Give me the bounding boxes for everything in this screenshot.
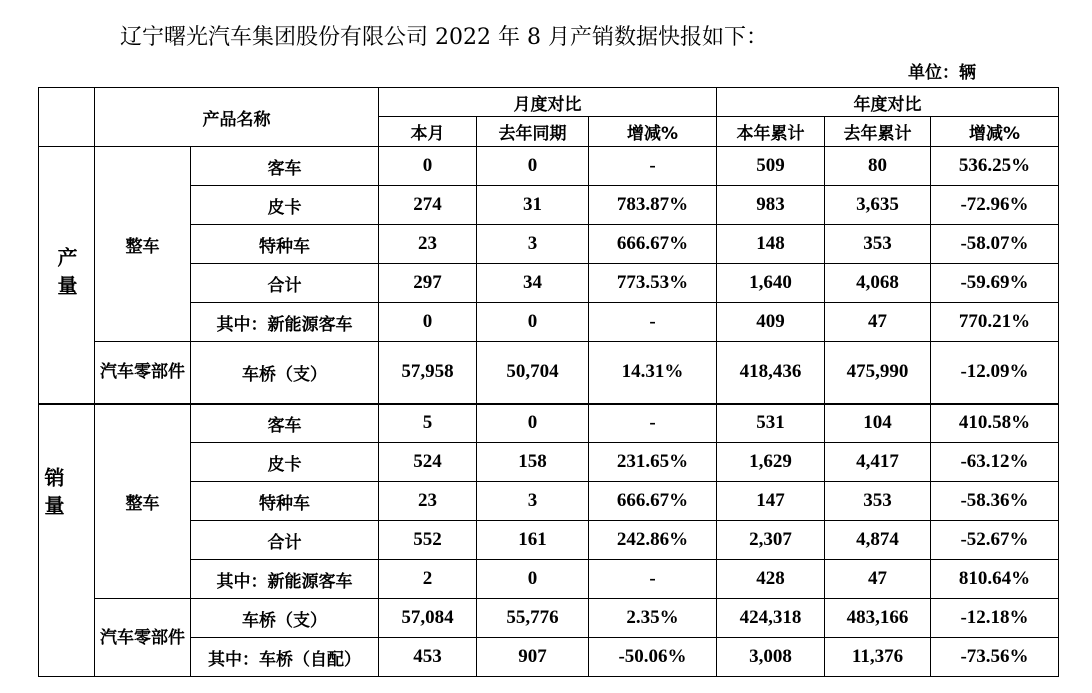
table-cell: 409 [717,303,825,342]
sales-section-label: 销量 [39,404,95,677]
table-cell: 5 [379,404,477,443]
table-cell: 2,307 [717,521,825,560]
table-cell: - [589,404,717,443]
table-cell: 31 [477,186,589,225]
table-cell: 161 [477,521,589,560]
table-cell: 104 [825,404,931,443]
table-cell: 23 [379,225,477,264]
table-cell: 14.31% [589,342,717,404]
table-cell: 424,318 [717,599,825,638]
table-cell: 11,376 [825,638,931,677]
production-sales-table [38,87,1059,677]
table-cell: -12.09% [931,342,1059,404]
row-label: 车桥（支） [191,342,379,404]
table-cell: 4,417 [825,443,931,482]
row-label: 其中：新能源客车 [191,560,379,599]
table-cell: 1,640 [717,264,825,303]
table-cell: 2 [379,560,477,599]
table-cell: 55,776 [477,599,589,638]
row-label: 合计 [191,264,379,303]
table-cell: 536.25% [931,147,1059,186]
unit-label: 单位：辆 [908,63,976,83]
product-name-header: 产品名称 [95,88,379,147]
table-cell: 0 [477,560,589,599]
table-cell: 353 [825,482,931,521]
row-label: 特种车 [191,482,379,521]
table-cell: - [589,560,717,599]
table-cell: - [589,147,717,186]
table-cell: 148 [717,225,825,264]
table-cell: -58.36% [931,482,1059,521]
table-row [39,186,1059,225]
table-cell: 0 [477,147,589,186]
table-cell: 4,068 [825,264,931,303]
table-cell: 531 [717,404,825,443]
table-cell: 4,874 [825,521,931,560]
header-row-1 [39,88,1059,117]
table-cell: 242.86% [589,521,717,560]
table-cell: 57,084 [379,599,477,638]
table-cell: 0 [477,303,589,342]
row-label: 合计 [191,521,379,560]
col-header-ytd: 本年累计 [717,117,825,147]
table-row [39,404,1059,443]
table-row [39,264,1059,303]
table-cell: 475,990 [825,342,931,404]
table-row [39,342,1059,404]
table-cell: -72.96% [931,186,1059,225]
table-cell: 552 [379,521,477,560]
col-header-last-year-same-period: 去年同期 [477,117,589,147]
table-cell: 158 [477,443,589,482]
yearly-compare-header: 年度对比 [717,88,1059,117]
table-cell: 34 [477,264,589,303]
sales-vehicle-group: 整车 [95,404,191,599]
col-header-this-month: 本月 [379,117,477,147]
table-cell: 773.53% [589,264,717,303]
table-cell: -59.69% [931,264,1059,303]
col-header-last-year-ytd: 去年累计 [825,117,931,147]
row-label: 其中：车桥（自配） [191,638,379,677]
table-cell: 666.67% [589,225,717,264]
table-cell: 47 [825,303,931,342]
monthly-compare-header: 月度对比 [379,88,717,117]
table-cell: 770.21% [931,303,1059,342]
table-row [39,599,1059,638]
table-cell: 0 [379,147,477,186]
table-cell: 231.65% [589,443,717,482]
row-label: 皮卡 [191,186,379,225]
table-cell: 23 [379,482,477,521]
table-cell: 410.58% [931,404,1059,443]
table-row [39,638,1059,677]
table-cell: 3,008 [717,638,825,677]
row-label: 特种车 [191,225,379,264]
report-title: 辽宁曙光汽车集团股份有限公司 2022 年 8 月产销数据快报如下： [120,25,768,50]
table-cell: 509 [717,147,825,186]
table-row [39,560,1059,599]
row-label: 车桥（支） [191,599,379,638]
table-row [39,225,1059,264]
table-cell: 47 [825,560,931,599]
table-cell: 483,166 [825,599,931,638]
table-cell: 0 [379,303,477,342]
table-cell: 666.67% [589,482,717,521]
table-cell: 147 [717,482,825,521]
table-cell: 57,958 [379,342,477,404]
table-row [39,482,1059,521]
table-row [39,303,1059,342]
table-cell: -63.12% [931,443,1059,482]
table-cell: 418,436 [717,342,825,404]
table-cell: 80 [825,147,931,186]
production-parts-group: 汽车零部件 [95,342,191,404]
table-cell: -73.56% [931,638,1059,677]
table-cell: 453 [379,638,477,677]
table-cell: -50.06% [589,638,717,677]
sales-parts-group: 汽车零部件 [95,599,191,677]
table-cell: -58.07% [931,225,1059,264]
table-cell: 810.64% [931,560,1059,599]
table-cell: 50,704 [477,342,589,404]
table-cell: 274 [379,186,477,225]
table-row [39,521,1059,560]
table-cell: 2.35% [589,599,717,638]
table-cell: 3 [477,225,589,264]
table-cell: -52.67% [931,521,1059,560]
row-label: 客车 [191,147,379,186]
table-cell: -12.18% [931,599,1059,638]
col-header-monthly-change: 增减% [589,117,717,147]
table-cell: 783.87% [589,186,717,225]
table-row [39,443,1059,482]
row-label: 皮卡 [191,443,379,482]
table-cell: 907 [477,638,589,677]
table-cell: 3,635 [825,186,931,225]
col-header-yearly-change: 增减% [931,117,1059,147]
table-cell: 1,629 [717,443,825,482]
table-cell: 0 [477,404,589,443]
table-row [39,147,1059,186]
table-cell: 3 [477,482,589,521]
table-cell: 524 [379,443,477,482]
production-section-label: 产量 [39,147,95,404]
table-cell: 983 [717,186,825,225]
table-cell: - [589,303,717,342]
row-label: 客车 [191,404,379,443]
table-cell: 353 [825,225,931,264]
row-label: 其中：新能源客车 [191,303,379,342]
production-vehicle-group: 整车 [95,147,191,342]
table-cell: 428 [717,560,825,599]
table-cell: 297 [379,264,477,303]
